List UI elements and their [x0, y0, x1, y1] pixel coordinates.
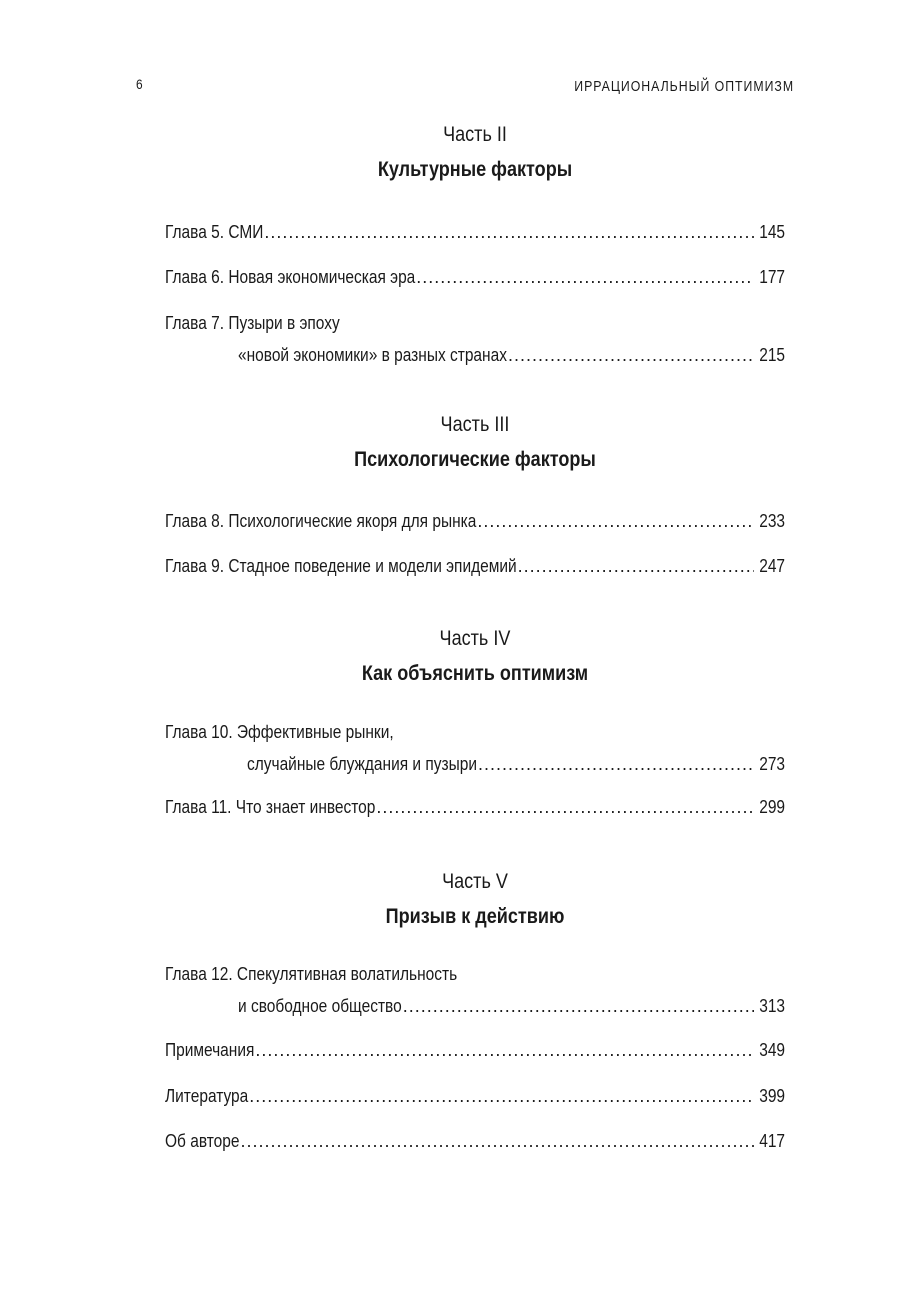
- part-label: Часть II: [443, 123, 507, 146]
- toc-entry-text: Глава 5. СМИ: [165, 222, 264, 242]
- toc-entry-text: Глава 6. Новая экономическая эра: [165, 267, 416, 287]
- toc-entry-text: Примечания: [165, 1040, 255, 1060]
- toc-entry[interactable]: [165, 261, 785, 293]
- toc-page-number: 177: [759, 267, 785, 287]
- toc-page-number: 417: [759, 1131, 785, 1151]
- part-heading: [165, 120, 785, 185]
- part-title: Как объяснить оптимизм: [361, 662, 589, 685]
- toc-entry-text: Глава 8. Психологические якоря для рынка: [165, 511, 477, 531]
- part-label: Часть V: [442, 870, 508, 893]
- leader-dots: [518, 550, 754, 582]
- toc-entry-text: Глава 7. Пузыри в эпоху: [165, 313, 340, 333]
- leader-dots: [240, 1125, 754, 1157]
- toc-entry-text-cont: случайные блуждания и пузыри: [247, 754, 477, 774]
- toc-entry[interactable]: [165, 307, 785, 371]
- toc-entry[interactable]: [165, 716, 785, 780]
- part-heading: [165, 624, 785, 689]
- leader-dots: [403, 990, 754, 1022]
- toc-entry[interactable]: [165, 958, 785, 1022]
- toc-page-number: 233: [759, 511, 785, 531]
- leader-dots: [255, 1034, 754, 1066]
- toc-entry[interactable]: [165, 550, 785, 582]
- leader-dots: [416, 261, 754, 293]
- toc-entry[interactable]: [165, 216, 785, 248]
- part-title: Психологические факторы: [354, 448, 596, 471]
- toc-entry-text-cont: «новой экономики» в разных странах: [238, 345, 507, 365]
- page-number: 6: [136, 76, 143, 92]
- toc-entry[interactable]: [165, 1034, 785, 1066]
- part-label: Часть IV: [439, 627, 511, 650]
- toc-entry[interactable]: [165, 1125, 785, 1157]
- toc-entry[interactable]: [165, 505, 785, 537]
- part-title: Культурные факторы: [377, 158, 573, 181]
- leader-dots: [264, 216, 754, 248]
- leader-dots: [376, 791, 754, 823]
- toc-entry-text: Глава 11. Что знает инвестор: [165, 797, 376, 817]
- toc-page-number: 399: [759, 1086, 785, 1106]
- toc-page-number: 247: [759, 556, 785, 576]
- toc-entry-text: Об авторе: [165, 1131, 240, 1151]
- toc-page-number: 349: [759, 1040, 785, 1060]
- part-heading: [165, 410, 785, 475]
- toc-page-number: 145: [759, 222, 785, 242]
- toc-entry-text: Глава 10. Эффективные рынки,: [165, 722, 394, 742]
- leader-dots: [508, 339, 754, 371]
- toc-entry[interactable]: [165, 791, 785, 823]
- part-label: Часть III: [440, 413, 510, 436]
- toc-entry-text: Глава 12. Спекулятивная волатильность: [165, 964, 458, 984]
- toc-entry-text: Глава 9. Стадное поведение и модели эпидемий: [165, 556, 517, 576]
- leader-dots: [249, 1080, 754, 1112]
- toc-entry-text-cont: и свободное общество: [238, 996, 402, 1016]
- toc-page-number: 215: [759, 345, 785, 365]
- toc-entry-text: Литература: [165, 1086, 249, 1106]
- leader-dots: [478, 748, 754, 780]
- toc-entry[interactable]: [165, 1080, 785, 1112]
- part-heading: [165, 867, 785, 932]
- toc-page-number: 313: [759, 996, 785, 1016]
- toc-page-number: 273: [759, 754, 785, 774]
- part-title: Призыв к действию: [385, 905, 565, 928]
- toc-page-number: 299: [759, 797, 785, 817]
- running-title: ИРРАЦИОНАЛЬНЫЙ ОПТИМИЗМ: [574, 78, 794, 95]
- leader-dots: [477, 505, 754, 537]
